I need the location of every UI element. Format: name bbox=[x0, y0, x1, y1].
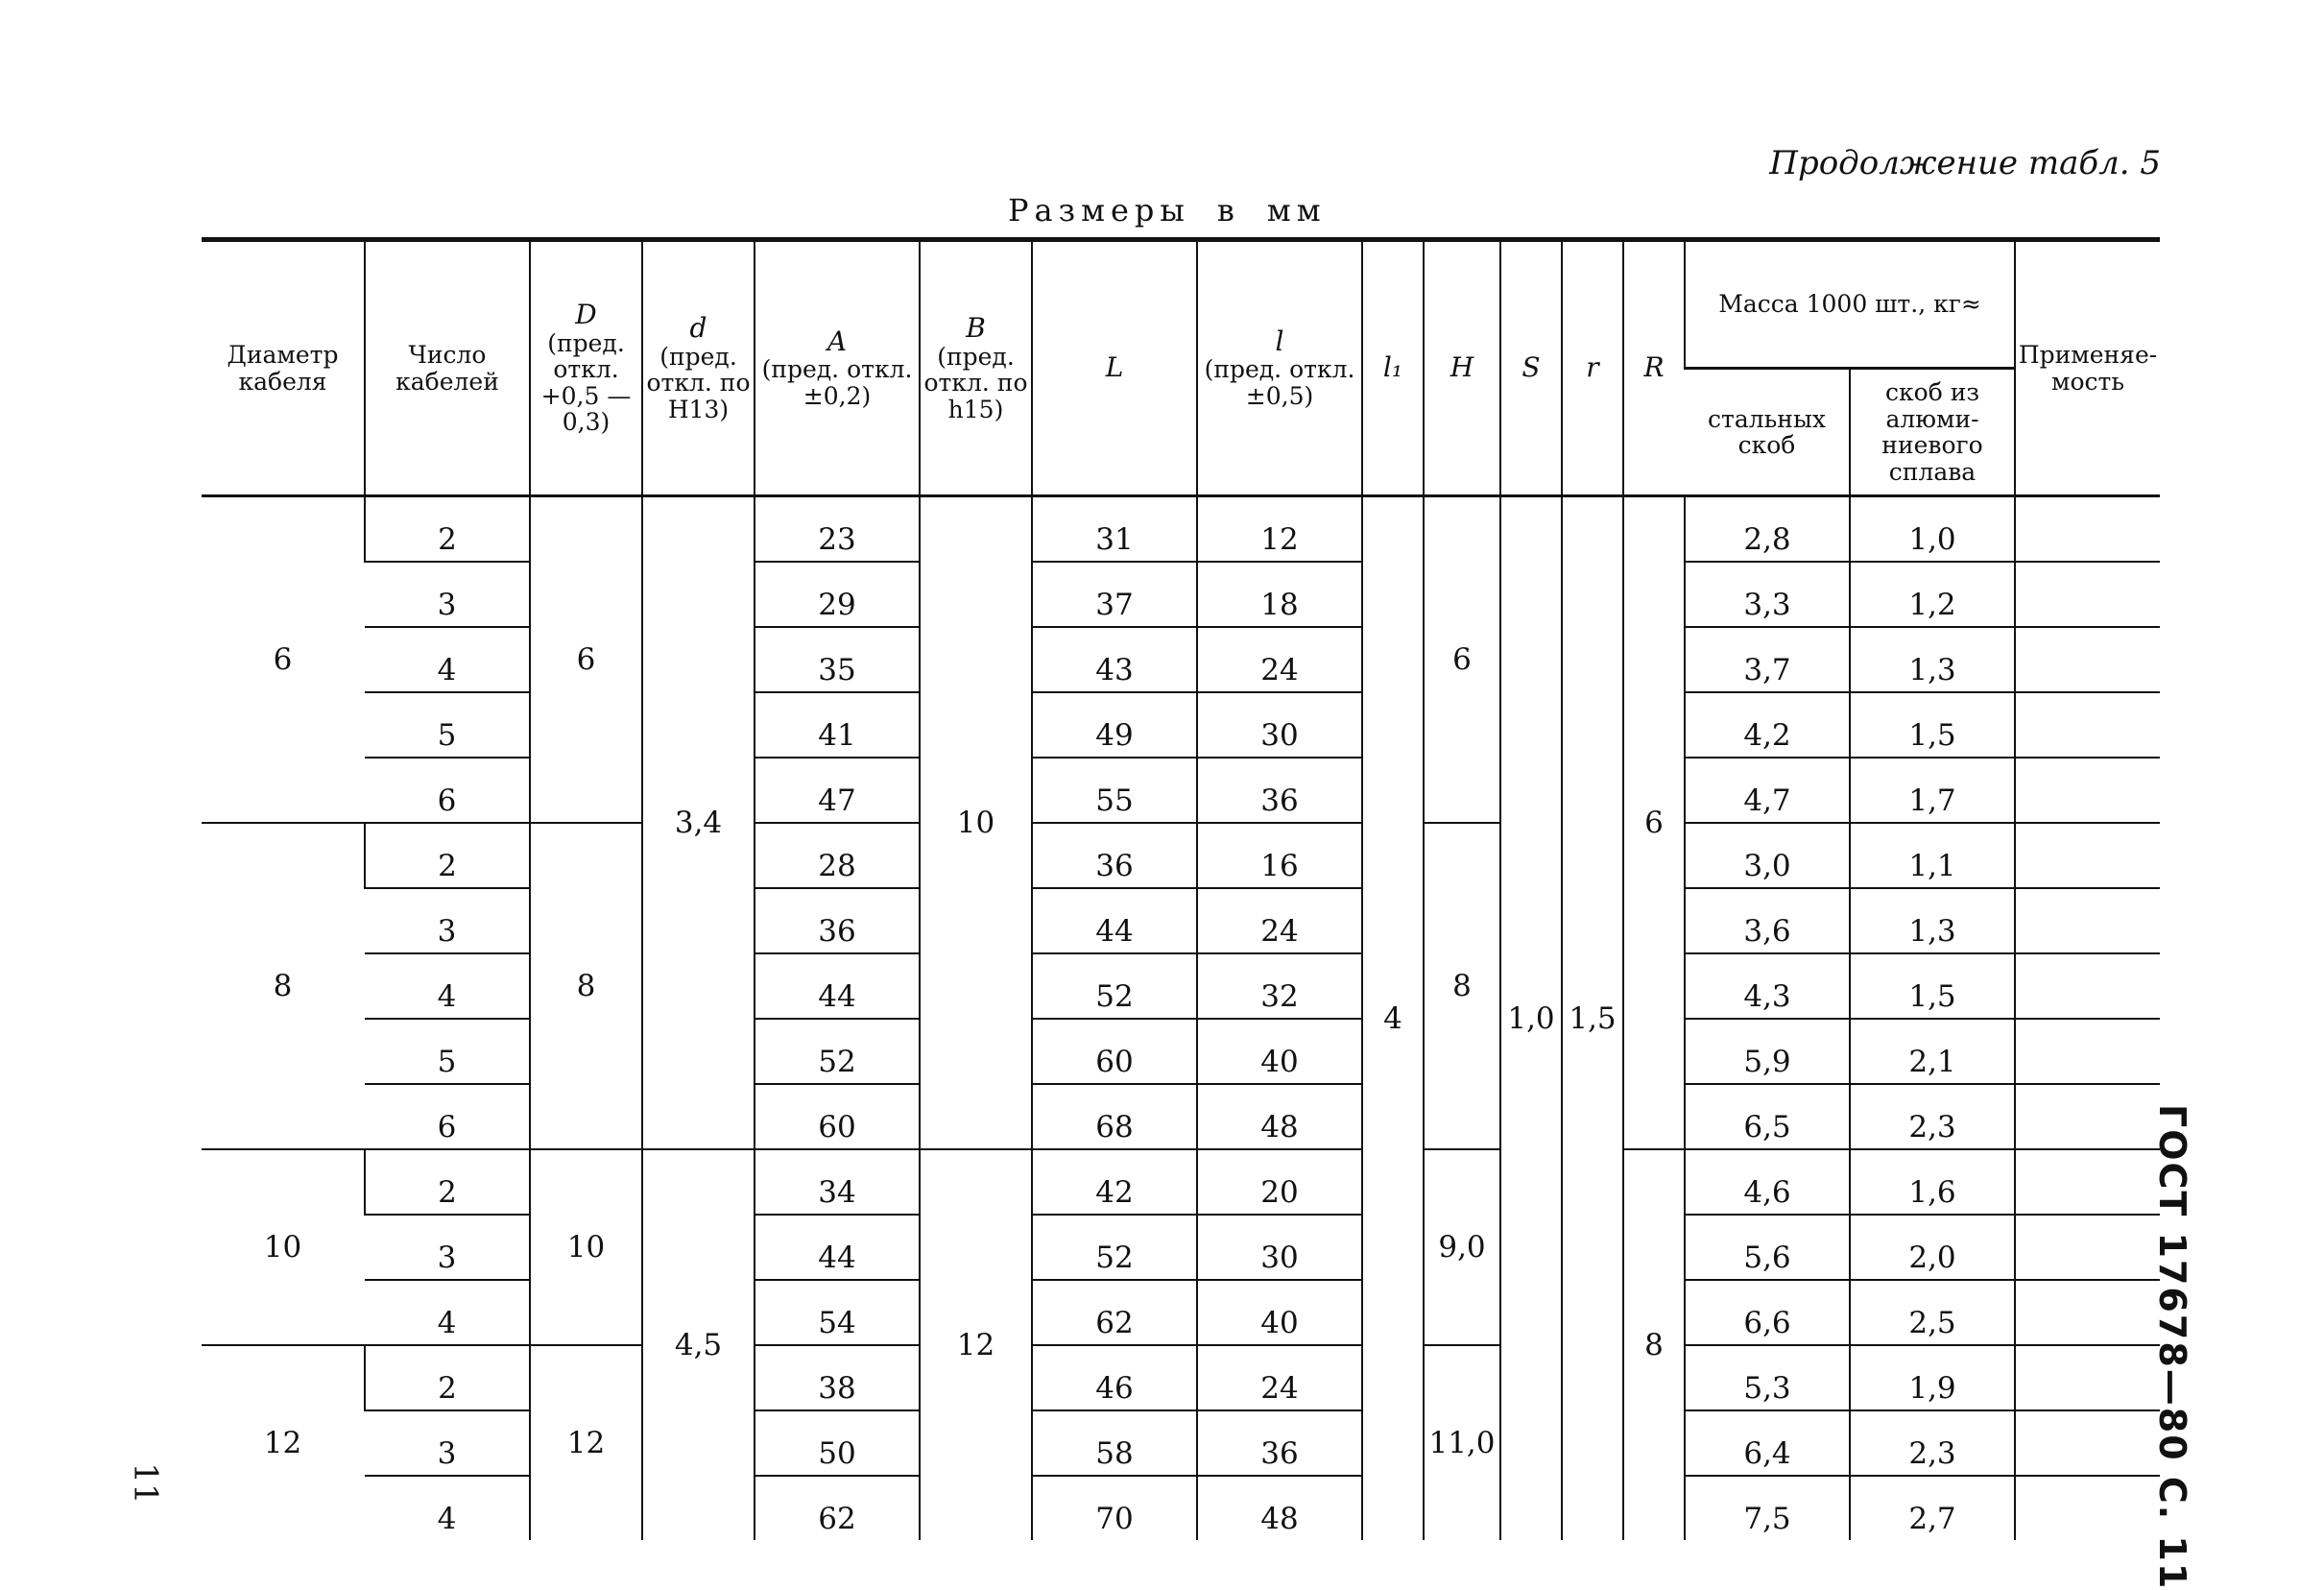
table-row bbox=[202, 1215, 2160, 1280]
table-row bbox=[202, 1084, 2160, 1149]
r-cell: 1,5 bbox=[1562, 496, 1623, 1541]
header-mass-alu: скоб из алюми-ниевого сплава bbox=[1850, 369, 2015, 496]
mass-alu-cell: 1,7 bbox=[1850, 758, 2015, 823]
header-A-tolerance: (пред. откл. ±0,2) bbox=[761, 355, 913, 410]
table-row bbox=[202, 953, 2160, 1019]
header-l1-symbol: l₁ bbox=[1382, 351, 1403, 384]
table-row bbox=[202, 758, 2160, 823]
header-D-tolerance: (пред. откл. +0,5 —0,3) bbox=[540, 328, 632, 437]
table-row bbox=[202, 1410, 2160, 1476]
B-cell: 12 bbox=[920, 1149, 1032, 1540]
mass-steel-cell: 4,6 bbox=[1685, 1149, 1850, 1215]
A-cell: 44 bbox=[755, 953, 920, 1019]
header-D-symbol: D bbox=[575, 299, 597, 331]
L-cell: 52 bbox=[1032, 953, 1197, 1019]
header-R bbox=[1623, 240, 1685, 496]
L-cell: 60 bbox=[1032, 1019, 1197, 1084]
L-cell: 68 bbox=[1032, 1084, 1197, 1149]
A-cell: 29 bbox=[755, 562, 920, 627]
usage-cell bbox=[2015, 888, 2160, 953]
count-cell: 5 bbox=[365, 1019, 530, 1084]
mass-steel-cell: 3,7 bbox=[1685, 627, 1850, 692]
A-cell: 34 bbox=[755, 1149, 920, 1215]
table-row bbox=[202, 562, 2160, 627]
header-usage: Применяе-мость bbox=[2015, 240, 2160, 496]
header-r bbox=[1562, 240, 1623, 496]
units-mm: мм bbox=[1266, 192, 1327, 229]
mass-alu-cell: 1,3 bbox=[1850, 627, 2015, 692]
table-row bbox=[202, 1019, 2160, 1084]
table-row bbox=[202, 692, 2160, 758]
count-cell: 4 bbox=[365, 953, 530, 1019]
l-cell: 24 bbox=[1197, 627, 1362, 692]
mass-alu-cell: 1,5 bbox=[1850, 953, 2015, 1019]
header-l-tolerance: (пред. откл. ±0,5) bbox=[1204, 355, 1355, 410]
B-cell: 10 bbox=[920, 496, 1032, 1150]
A-cell: 54 bbox=[755, 1280, 920, 1345]
count-cell: 2 bbox=[365, 1345, 530, 1410]
count-cell: 3 bbox=[365, 562, 530, 627]
L-cell: 58 bbox=[1032, 1410, 1197, 1476]
usage-cell bbox=[2015, 823, 2160, 888]
header-A bbox=[755, 240, 920, 496]
mass-steel-cell: 6,4 bbox=[1685, 1410, 1850, 1476]
count-cell: 3 bbox=[365, 1410, 530, 1476]
header-l bbox=[1197, 240, 1362, 496]
mass-alu-cell: 1,2 bbox=[1850, 562, 2015, 627]
count-cell: 6 bbox=[365, 1084, 530, 1149]
mass-steel-cell: 4,2 bbox=[1685, 692, 1850, 758]
count-cell: 3 bbox=[365, 1215, 530, 1280]
mass-steel-cell: 4,7 bbox=[1685, 758, 1850, 823]
header-A-symbol: A bbox=[827, 325, 848, 357]
count-cell: 4 bbox=[437, 1502, 457, 1536]
table-row bbox=[202, 627, 2160, 692]
L-cell: 37 bbox=[1032, 562, 1197, 627]
mass-alu-cell: 2,3 bbox=[1850, 1410, 2015, 1476]
usage-cell bbox=[2015, 1345, 2160, 1410]
count-cell: 4 bbox=[365, 627, 530, 692]
header-d-tolerance: (пред. откл. по H13) bbox=[646, 342, 751, 423]
mass-alu-cell: 2,1 bbox=[1850, 1019, 2015, 1084]
header-count: Число кабелей bbox=[365, 240, 530, 496]
A-cell: 23 bbox=[755, 496, 920, 563]
count-cell: 2 bbox=[365, 823, 530, 888]
D-cell: 12 bbox=[530, 1345, 642, 1540]
header-l1 bbox=[1362, 240, 1424, 496]
header-d-symbol: d bbox=[689, 311, 707, 344]
H-cell: 8 bbox=[1424, 823, 1500, 1149]
mass-alu-cell: 1,6 bbox=[1850, 1149, 2015, 1215]
table-caption: Продолжение табл. 5 bbox=[1769, 144, 2161, 182]
L-cell: 70 bbox=[1032, 1476, 1197, 1540]
l1-cell: 4 bbox=[1362, 496, 1424, 1541]
mass-steel-cell: 3,3 bbox=[1685, 562, 1850, 627]
units-word: Размеры bbox=[1008, 192, 1190, 229]
mass-steel-cell: 5,9 bbox=[1685, 1019, 1850, 1084]
mass-alu-cell: 1,1 bbox=[1850, 823, 2015, 888]
L-cell: 36 bbox=[1032, 823, 1197, 888]
usage-cell bbox=[2015, 1149, 2160, 1215]
table-row bbox=[202, 1149, 2160, 1215]
mass-steel-cell: 3,0 bbox=[1685, 823, 1850, 888]
count-cell: 5 bbox=[365, 692, 530, 758]
L-cell: 31 bbox=[1032, 496, 1197, 563]
D-cell: 6 bbox=[530, 496, 642, 824]
A-cell: 35 bbox=[755, 627, 920, 692]
R-cell: 8 bbox=[1623, 1149, 1685, 1540]
table-row bbox=[202, 1280, 2160, 1345]
D-cell: 10 bbox=[530, 1149, 642, 1345]
usage-cell bbox=[2015, 758, 2160, 823]
L-cell: 46 bbox=[1032, 1345, 1197, 1410]
A-cell: 50 bbox=[755, 1410, 920, 1476]
l-cell: 32 bbox=[1197, 953, 1362, 1019]
R-cell: 6 bbox=[1623, 496, 1685, 1150]
diameter-cell: 12 bbox=[263, 1426, 302, 1460]
mass-alu-cell: 2,7 bbox=[1850, 1476, 2015, 1540]
mass-steel-cell: 5,3 bbox=[1685, 1345, 1850, 1410]
header-L-symbol: L bbox=[1105, 351, 1124, 384]
A-cell: 36 bbox=[755, 888, 920, 953]
usage-cell bbox=[2015, 562, 2160, 627]
A-cell: 47 bbox=[755, 758, 920, 823]
count-cell: 2 bbox=[365, 1149, 530, 1215]
count-cell: 3 bbox=[365, 888, 530, 953]
table-row bbox=[202, 1476, 2160, 1540]
units-in: в bbox=[1216, 192, 1240, 229]
L-cell: 62 bbox=[1032, 1280, 1197, 1345]
usage-cell bbox=[2015, 627, 2160, 692]
usage-cell bbox=[2015, 692, 2160, 758]
mass-alu-cell: 1,9 bbox=[1850, 1345, 2015, 1410]
header-D bbox=[530, 240, 642, 496]
l-cell: 48 bbox=[1197, 1476, 1362, 1540]
l-cell: 30 bbox=[1197, 1215, 1362, 1280]
L-cell: 42 bbox=[1032, 1149, 1197, 1215]
table-row bbox=[202, 823, 2160, 888]
A-cell: 28 bbox=[755, 823, 920, 888]
mass-steel-cell: 2,8 bbox=[1685, 496, 1850, 563]
gost-margin-label: ГОСТ 17678—80 С. 11 bbox=[2151, 1104, 2193, 1590]
l-cell: 36 bbox=[1197, 758, 1362, 823]
l-cell: 30 bbox=[1197, 692, 1362, 758]
A-cell: 62 bbox=[755, 1476, 920, 1540]
A-cell: 52 bbox=[755, 1019, 920, 1084]
l-cell: 48 bbox=[1197, 1084, 1362, 1149]
L-cell: 49 bbox=[1032, 692, 1197, 758]
mass-steel-cell: 6,6 bbox=[1685, 1280, 1850, 1345]
l-cell: 12 bbox=[1197, 496, 1362, 563]
header-mass: Масса 1000 шт., кг≈ bbox=[1685, 240, 2015, 369]
header-H-symbol: H bbox=[1450, 351, 1474, 384]
count-cell: 6 bbox=[365, 758, 530, 823]
diameter-cell: 10 bbox=[202, 1149, 365, 1345]
dimensions-table bbox=[202, 237, 2160, 1540]
l-cell: 24 bbox=[1197, 888, 1362, 953]
table-row bbox=[202, 1345, 2160, 1410]
mass-alu-cell: 2,5 bbox=[1850, 1280, 2015, 1345]
D-cell: 8 bbox=[530, 823, 642, 1149]
header-S bbox=[1500, 240, 1562, 496]
mass-steel-cell: 5,6 bbox=[1685, 1215, 1850, 1280]
L-cell: 52 bbox=[1032, 1215, 1197, 1280]
table-row bbox=[202, 888, 2160, 953]
H-cell: 11,0 bbox=[1424, 1345, 1500, 1540]
count-cell: 4 bbox=[365, 1280, 530, 1345]
l-cell: 16 bbox=[1197, 823, 1362, 888]
L-cell: 55 bbox=[1032, 758, 1197, 823]
mass-alu-cell: 1,3 bbox=[1850, 888, 2015, 953]
usage-cell bbox=[2015, 1019, 2160, 1084]
usage-cell bbox=[2015, 1476, 2160, 1540]
usage-cell bbox=[2015, 1410, 2160, 1476]
header-S-symbol: S bbox=[1521, 351, 1541, 384]
units-label bbox=[1008, 192, 1327, 229]
header-diameter: Диаметр кабеля bbox=[202, 240, 365, 496]
count-cell: 2 bbox=[365, 496, 530, 563]
usage-cell bbox=[2015, 953, 2160, 1019]
mass-alu-cell: 2,0 bbox=[1850, 1215, 2015, 1280]
diameter-cell: 8 bbox=[202, 823, 365, 1149]
A-cell: 41 bbox=[755, 692, 920, 758]
d-cell: 3,4 bbox=[642, 496, 755, 1150]
header-mass-steel: стальных скоб bbox=[1685, 369, 1850, 496]
mass-alu-cell: 2,3 bbox=[1850, 1084, 2015, 1149]
A-cell: 60 bbox=[755, 1084, 920, 1149]
header-l-symbol: l bbox=[1275, 325, 1284, 357]
d-cell: 4,5 bbox=[642, 1149, 755, 1540]
L-cell: 43 bbox=[1032, 627, 1197, 692]
header-B bbox=[920, 240, 1032, 496]
header-r-symbol: r bbox=[1586, 351, 1599, 384]
l-cell: 18 bbox=[1197, 562, 1362, 627]
l-cell: 36 bbox=[1197, 1410, 1362, 1476]
header-H bbox=[1424, 240, 1500, 496]
usage-cell bbox=[2015, 496, 2160, 563]
mass-steel-cell: 3,6 bbox=[1685, 888, 1850, 953]
table-row bbox=[202, 496, 2160, 563]
usage-cell bbox=[2015, 1215, 2160, 1280]
l-cell: 40 bbox=[1197, 1280, 1362, 1345]
H-cell: 6 bbox=[1424, 496, 1500, 824]
l-cell: 24 bbox=[1197, 1345, 1362, 1410]
mass-alu-cell: 1,0 bbox=[1850, 496, 2015, 563]
page-number: 11 bbox=[126, 1462, 165, 1505]
header-B-tolerance: (пред. откл. по h15) bbox=[923, 342, 1028, 423]
mass-steel-cell: 6,5 bbox=[1685, 1084, 1850, 1149]
L-cell: 44 bbox=[1032, 888, 1197, 953]
header-B-symbol: B bbox=[966, 311, 986, 344]
l-cell: 20 bbox=[1197, 1149, 1362, 1215]
mass-steel-cell: 7,5 bbox=[1685, 1476, 1850, 1540]
usage-cell bbox=[2015, 1280, 2160, 1345]
diameter-cell: 6 bbox=[202, 496, 365, 824]
header-L bbox=[1032, 240, 1197, 496]
A-cell: 44 bbox=[755, 1215, 920, 1280]
mass-alu-cell: 1,5 bbox=[1850, 692, 2015, 758]
header-R-symbol: R bbox=[1643, 351, 1665, 384]
usage-cell bbox=[2015, 1084, 2160, 1149]
H-cell: 9,0 bbox=[1424, 1149, 1500, 1345]
l-cell: 40 bbox=[1197, 1019, 1362, 1084]
S-cell: 1,0 bbox=[1500, 496, 1562, 1541]
header-d bbox=[642, 240, 755, 496]
A-cell: 38 bbox=[755, 1345, 920, 1410]
mass-steel-cell: 4,3 bbox=[1685, 953, 1850, 1019]
